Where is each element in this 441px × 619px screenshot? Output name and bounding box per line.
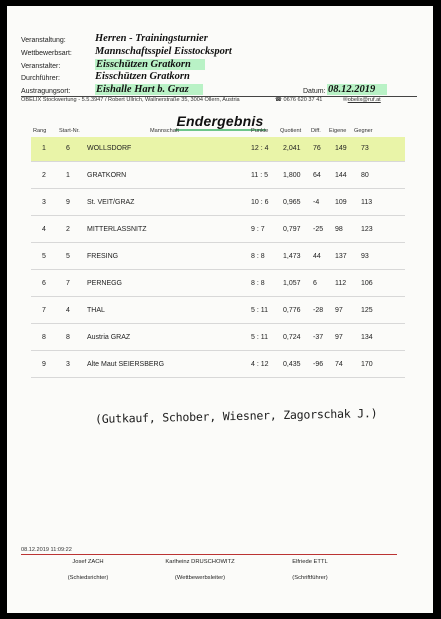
page-title: Endergebnis: [176, 113, 264, 129]
cell-team: GRATKORN: [87, 172, 127, 179]
cell-start: 7: [66, 280, 70, 287]
cell-team: PERNEGG: [87, 280, 123, 287]
cell-quotient: 1,800: [283, 172, 301, 179]
executor-value: Eisschützen Gratkorn: [95, 71, 190, 82]
organizer-highlight: Eisschützen Gratkorn: [95, 59, 205, 70]
cell-points: 9 : 7: [251, 226, 265, 233]
cell-rank: 6: [42, 280, 46, 287]
cell-own: 98: [335, 226, 343, 233]
software-imprint: OBELIX Stockwertung - 5.5.3947 / Robert Ullrich, Wallnerstraße 35, 3004 Ollern, Austria: [21, 97, 240, 103]
cell-start: 4: [66, 307, 70, 314]
signature-role-manager: (Wettbewerbsleiter): [174, 575, 226, 581]
col-own: Eigene: [329, 128, 347, 134]
cell-points: 11 : 5: [251, 172, 268, 179]
cell-points: 5 : 11: [251, 334, 268, 341]
cell-start: 2: [66, 226, 70, 233]
cell-rank: 4: [42, 226, 46, 233]
competition-type: Mannschaftsspiel Eisstocksport: [95, 46, 232, 57]
print-timestamp: 08.12.2019 11:09:22: [21, 547, 72, 553]
row-separator: [31, 242, 405, 243]
col-quotient: Quotient: [280, 128, 302, 134]
cell-own: 149: [335, 145, 347, 152]
table-row: [31, 137, 405, 161]
row-separator: [31, 350, 405, 351]
cell-team: THAL: [87, 307, 105, 314]
cell-start: 3: [66, 361, 70, 368]
type-label: Wettbewerbsart:: [21, 50, 72, 57]
cell-points: 12 : 4: [251, 145, 269, 152]
cell-points: 8 : 8: [251, 253, 265, 260]
cell-opp: 113: [361, 199, 373, 206]
event-label: Veranstaltung:: [21, 37, 66, 44]
email-info: [343, 97, 381, 103]
executor-label: Durchführer:: [21, 75, 60, 82]
cell-quotient: 1,057: [283, 280, 301, 287]
cell-own: 144: [335, 172, 347, 179]
venue-label: Austragungsort:: [21, 88, 71, 95]
cell-quotient: 0,724: [283, 334, 301, 341]
email-address: obelix@ruf.at: [347, 97, 381, 103]
cell-rank: 9: [42, 361, 46, 368]
cell-opp: 73: [361, 145, 369, 152]
venue-value: [95, 84, 203, 95]
cell-quotient: 0,776: [283, 307, 301, 314]
cell-own: 97: [335, 334, 343, 341]
cell-opp: 123: [361, 226, 373, 233]
cell-diff: -96: [313, 361, 324, 368]
signature-role-referee: (Schiedsrichter): [67, 575, 109, 581]
row-separator: [31, 296, 405, 297]
date-highlight: 08.12.2019: [327, 84, 387, 95]
cell-points: 5 : 11: [251, 307, 268, 314]
phone-number: 0676 620 37 41: [283, 97, 323, 103]
cell-diff: 76: [313, 145, 321, 152]
table-row: [31, 272, 405, 296]
cell-quotient: 2,041: [283, 145, 301, 152]
cell-opp: 134: [361, 334, 373, 341]
signature-role-secretary: (Schriftführer): [292, 575, 328, 581]
cell-quotient: 0,435: [283, 361, 301, 368]
row-separator: [31, 161, 405, 162]
envelope-icon: ✉: [343, 97, 348, 103]
col-opp: Gegner: [354, 128, 373, 134]
footer-divider: [21, 554, 397, 555]
cell-team: St. VEIT/GRAZ: [87, 199, 135, 206]
cell-diff: 6: [313, 280, 317, 287]
cell-rank: 8: [42, 334, 46, 341]
col-rank: Rang: [33, 128, 47, 134]
table-row: [31, 353, 405, 377]
cell-start: 6: [66, 145, 70, 152]
table-row: [31, 326, 405, 350]
cell-team: FRESING: [87, 253, 119, 260]
cell-points: 10 : 6: [251, 199, 269, 206]
cell-team: Austria GRAZ: [87, 334, 131, 341]
cell-diff: 64: [313, 172, 321, 179]
cell-opp: 80: [361, 172, 369, 179]
cell-own: 137: [335, 253, 347, 260]
venue-highlight: Eishalle Hart b. Graz: [95, 84, 203, 95]
cell-quotient: 0,797: [283, 226, 301, 233]
cell-rank: 1: [42, 145, 46, 152]
table-row: [31, 218, 405, 242]
cell-rank: 3: [42, 199, 46, 206]
cell-quotient: 1,473: [283, 253, 301, 260]
cell-opp: 93: [361, 253, 369, 260]
cell-own: 74: [335, 361, 343, 368]
table-row: [31, 191, 405, 215]
result-sheet: [7, 6, 433, 613]
cell-start: 8: [66, 334, 70, 341]
cell-points: 4 : 12: [251, 361, 269, 368]
cell-team: WOLLSDORF: [87, 145, 132, 152]
row-separator: [31, 269, 405, 270]
row-separator: [31, 323, 405, 324]
signature-name-secretary: Elfriede ETTL: [292, 559, 328, 565]
phone-info: [275, 97, 322, 103]
cell-diff: -37: [313, 334, 324, 341]
table-row: [31, 299, 405, 323]
cell-diff: -25: [313, 226, 324, 233]
organizer-label: Veranstalter:: [21, 63, 61, 70]
date-value: [327, 84, 387, 95]
cell-rank: 5: [42, 253, 46, 260]
cell-team: MITTERLASSNITZ: [87, 226, 147, 233]
cell-opp: 125: [361, 307, 373, 314]
phone-icon: ☎: [275, 97, 282, 103]
cell-rank: 2: [42, 172, 46, 179]
cell-start: 9: [66, 199, 70, 206]
handwritten-note: (Gutkauf, Schober, Wiesner, Zagorschak J.): [94, 406, 378, 426]
cell-diff: 44: [313, 253, 321, 260]
table-row: [31, 164, 405, 188]
signature-name-referee: Josef ZACH: [72, 559, 104, 565]
row-separator: [31, 377, 405, 378]
col-points: Punkte: [251, 128, 269, 134]
col-diff: Diff.: [311, 128, 321, 134]
cell-quotient: 0,965: [283, 199, 301, 206]
organizer-value: [95, 59, 205, 70]
row-separator: [31, 188, 405, 189]
col-start: Start-Nr.: [59, 128, 80, 134]
cell-opp: 106: [361, 280, 373, 287]
cell-team: Alte Maut SEIERSBERG: [87, 361, 165, 368]
date-label: Datum:: [303, 88, 326, 95]
signature-name-manager: Karlheinz DRUSCHOWITZ: [165, 559, 235, 565]
cell-diff: -28: [313, 307, 324, 314]
col-team: Mannschaft: [150, 128, 179, 134]
cell-start: 1: [66, 172, 70, 179]
cell-points: 8 : 8: [251, 280, 265, 287]
cell-own: 97: [335, 307, 343, 314]
cell-diff: -4: [313, 199, 320, 206]
cell-rank: 7: [42, 307, 46, 314]
row-separator: [31, 215, 405, 216]
table-row: [31, 245, 405, 269]
cell-own: 109: [335, 199, 347, 206]
event-name: Herren - Trainingsturnier: [95, 33, 208, 44]
cell-start: 5: [66, 253, 70, 260]
cell-own: 112: [335, 280, 347, 287]
cell-opp: 170: [361, 361, 373, 368]
